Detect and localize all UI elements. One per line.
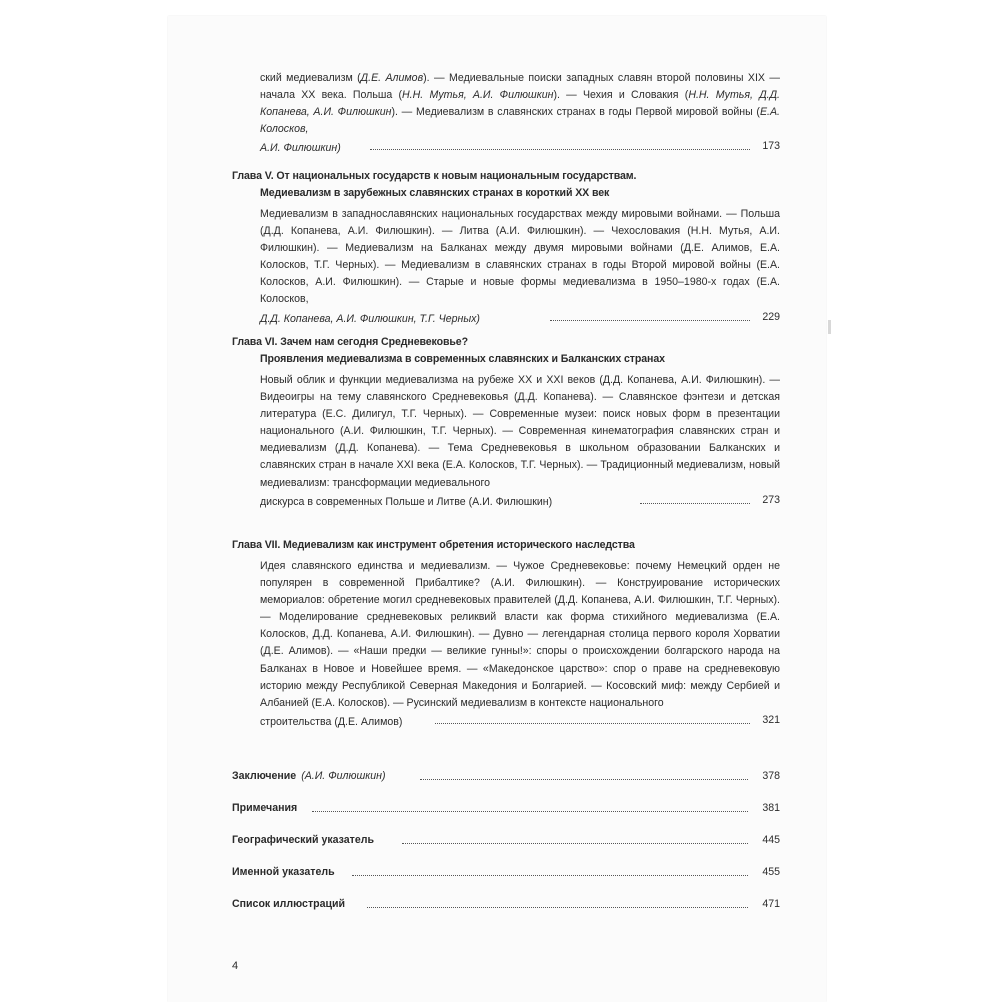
leader-dots [640, 503, 750, 504]
page-ref-273: 273 [762, 493, 780, 506]
toc-continued-lastline [260, 138, 780, 154]
page-edge-mark [828, 320, 831, 334]
toc-name-index [232, 863, 780, 881]
chapter-6-title: Глава VI. Зачем нам сегодня Средневековье? Проявления медиевализма в современных славянских и Балканских странах [232, 334, 780, 368]
leader-dots [402, 843, 748, 844]
chapter-7-title: Глава VII. Медиевализм как инструмент обретения исторического наследства [232, 539, 635, 551]
notes-label: Примечания [232, 802, 298, 814]
leader-dots [550, 320, 750, 321]
toc-illustrations [232, 895, 780, 913]
leader-dots [352, 875, 748, 876]
chapter-6-lastline [260, 492, 780, 508]
chapter-5-subtitle: Медиевализм в зарубежных славянских странах в короткий XX век [260, 187, 610, 199]
page-ref-381: 381 [762, 802, 780, 814]
cont-part-2: ). — Медиевальные поиски западных славян второй половины XIX — начала XX века. Польша ( [260, 72, 780, 102]
leader-dots [370, 149, 750, 150]
toc-chapter-6 [232, 334, 780, 508]
leader-dots [312, 811, 748, 812]
chapter-6-text: Новый облик и функции медиевализма на рубеже XX и XXI веков (Д.Д. Копанева, А.И. Филюшкин). — Видеоигры на тему славянского Средневековья (Д.Д. Копанева). — Славянское фэнтези и детская литература (Е.С. Дилигул, Т.Г. Черных). — Современные музеи: поиск новых форм в презентации национального (А.И. Филюшкин, Т.Г. Черных). — Современная кинематография славянских стран и медиевализм (Д.Д. Копанева). — Тема Средневековья в школьном образовании Балканских и славянских стран в начале XXI века (Е.А. Колосков, Т.Г. Черных). — Традиционный медиевализм, новый медиевализм: трансформации медиевального [260, 374, 780, 489]
leader-dots [420, 779, 748, 780]
toc-continued-section [232, 70, 780, 154]
chapter-5-lastline [260, 309, 780, 325]
chapter-5-text: Медиевализм в западнославянских национальных государствах между мировыми войнами. — Польша (Д.Д. Копанева, А.И. Филюшкин). — Литва (А.И. Филюшкин). — Чехословакия (Н.Н. Мутья, А.И. Филюшкин). — Медиевализм на Балканах между двумя мировыми войнами (Д.Е. Алимов, Е.А. Колосков, Т.Г. Черных). — Медиевализм в славянских странах в годы Второй мировой войны (Е.А. Колосков, А.И. Филюшкин). — Старые и новые формы медиевализма в 1950–1980-х годах (Е.А. Колосков, [260, 208, 780, 306]
cont-part-7: Е.А. Колосков, [260, 106, 780, 136]
leader-dots [367, 907, 748, 908]
page-ref-445: 445 [762, 834, 780, 846]
cont-part-3: Н.Н. Мутья, А.И. Филюшкин [402, 89, 554, 102]
cont-part-5: Н.Н. Мутья, Д.Д. Копанева, А.И. Филюшкин [260, 89, 780, 119]
chapter-7-lastline [260, 712, 780, 728]
toc-notes [232, 799, 780, 817]
toc-conclusion [232, 767, 780, 785]
leader-dots [435, 723, 750, 724]
page-ref-321: 321 [762, 713, 780, 726]
toc-geo-index [232, 831, 780, 849]
cont-part-6: ). — Медиевализм в славянских странах в годы Первой мировой войны ( [391, 106, 760, 119]
cont-part-0: ский медиевализм ( [260, 72, 361, 84]
toc-chapter-5 [232, 168, 780, 325]
chapter-6-last-line: дискурса в современных Польше и Литве (А.И. Филюшкин) [260, 495, 553, 508]
cont-last-line: А.И. Филюшкин) [260, 142, 341, 155]
cont-part-4: ). — Чехия и Словакия ( [553, 89, 689, 102]
page-ref-173: 173 [762, 140, 780, 153]
chapter-5-last-line: Д.Д. Копанева, А.И. Филюшкин, Т.Г. Черных) [260, 312, 480, 325]
toc-continued-text [260, 70, 780, 138]
chapter-7-text: Идея славянского единства и медиевализм. — Чужое Средневековье: почему Немецкий орден не популярен в современной Прибалтике? (А.И. Филюшкин). — Конструирование исторических мемориалов: обретение могил средневековых правителей (Д.Д. Копанева, А.И. Филюшкин, Т.Г. Черных). — Моделирование средневековых реликвий власти как форма стихийного медиевализма (Е.А. Колосков, Д.Д. Копанева, А.И. Филюшкин). — Дувно — легендарная столица первого короля Хорватии (Д.Е. Алимов). — «Наши предки — великие гунны!»: споры о происхождении болгарского народа на Балканах в Новое и Новейшее время. — «Македонское царство»: спор о праве на средневековую историю между Республикой Северная Македония и Болгарией. — Косовский миф: между Сербией и Албанией (Е.А. Колосков). — Русинский медиевализм в контексте национального [260, 560, 780, 709]
chapter-5-title: Глава V. От национальных государств к новым национальным государствам. Медиевализм в зарубежных славянских странах в короткий XX век [232, 168, 780, 202]
conclusion-label: Заключение [232, 770, 297, 782]
geo-index-label: Географический указатель [232, 834, 375, 846]
cont-part-1: Д.Е. Алимов [360, 72, 424, 84]
toc-chapter-7 [232, 537, 780, 728]
conclusion-author: (А.И. Филюшкин) [298, 770, 387, 782]
page-ref-471: 471 [762, 898, 780, 910]
page-ref-455: 455 [762, 866, 780, 878]
name-index-label: Именной указатель [232, 866, 335, 878]
page-ref-229: 229 [762, 310, 780, 323]
page-ref-378: 378 [762, 770, 780, 782]
illustrations-label: Список иллюстраций [232, 898, 346, 910]
chapter-7-last-line: строительства (Д.Е. Алимов) [260, 715, 403, 728]
page-number: 4 [232, 960, 239, 972]
chapter-6-subtitle: Проявления медиевализма в современных славянских и Балканских странах [260, 353, 665, 365]
